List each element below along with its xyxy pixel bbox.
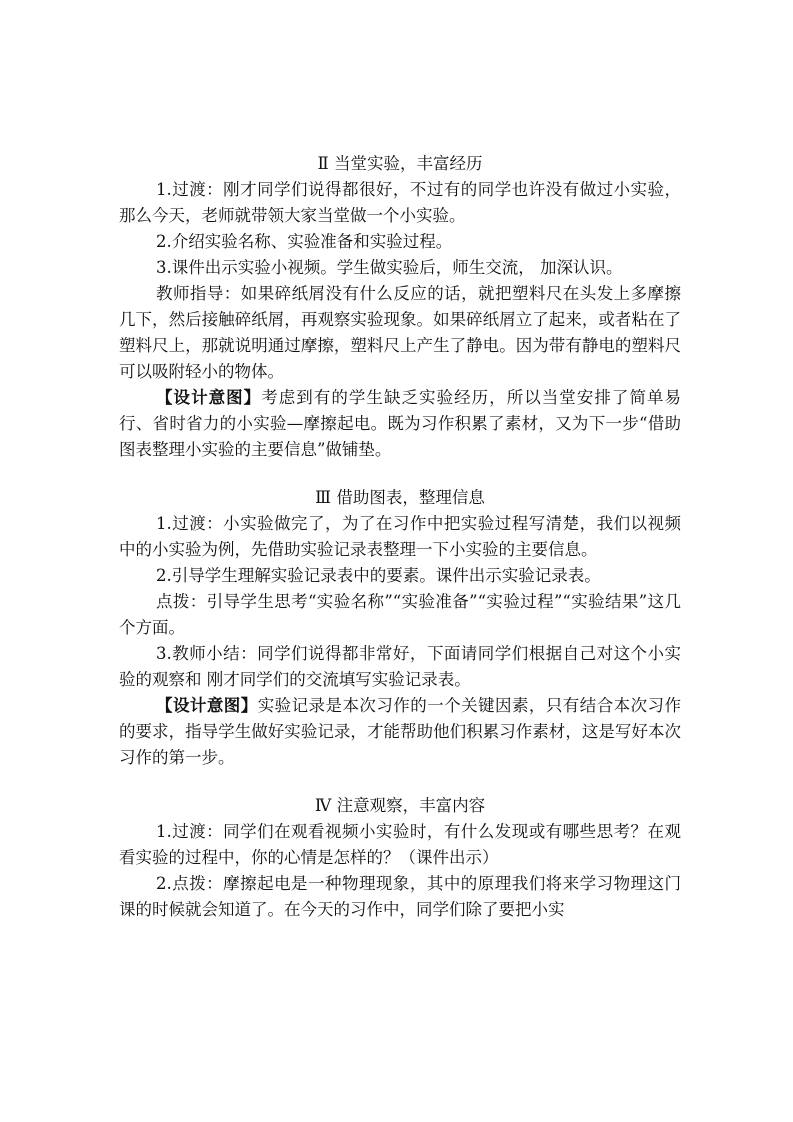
document-body [119, 151, 681, 923]
paragraph: 2.介绍实验名称、实验准备和实验过程。 [156, 232, 453, 251]
paragraph: 2.引导学生理解实验记录表中的要素。课件出示实验记录表。 [156, 566, 601, 585]
paragraph: 1.过渡：刚才同学们说得都很好，不过有的同学也许没有做过小实验，那么今天，老师就带领大家当堂做一个小实验。 [119, 180, 681, 225]
paragraph: 2.点拨：摩擦起电是一种物理现象，其中的原理我们将来学习物理这门课的时候就会知道了。在今天的习作中，同学们除了要把小实 [119, 874, 681, 919]
section-heading: Ⅳ 注意观察，丰富内容 [314, 796, 486, 815]
section-2 [119, 151, 681, 463]
section-heading: Ⅱ 当堂实验，丰富经历 [317, 154, 483, 173]
design-intent-paragraph [119, 385, 681, 463]
section-3 [119, 485, 681, 771]
design-intent-label: 【设计意图】 [156, 388, 262, 407]
paragraph: 1.过渡：小实验做完了，为了在习作中把实验过程写清楚，我们以视频中的小实验为例，先借助实验记录表整理一下小实验的主要信息。 [119, 514, 681, 559]
paragraph: 点拨：引导学生思考“实验名称”“实验准备”“实验过程”“实验结果”这几个方面。 [119, 592, 681, 637]
paragraph: 1.过渡：同学们在观看视频小实验时，有什么发现或有哪些思考？在观看实验的过程中，你的心情是怎样的？（课件出示） [119, 822, 681, 867]
design-intent-text: 考虑到有的学生缺乏实验经历，所以当堂安排了简单易行、省时省力的小实验—摩擦起电。既为习作积累了素材，又为下一步“借助图表整理小实验的主要信息”做铺垫。 [119, 388, 682, 459]
design-intent-text: 实验记录是本次习作的一个关键因素，只有结合本次习作的要求，指导学生做好实验记录，才能帮助他们积累习作素材，这是写好本次习作的第一步。 [119, 696, 682, 767]
section-4 [119, 793, 681, 923]
paragraph: 教师指导：如果碎纸屑没有什么反应的话，就把塑料尺在头发上多摩擦几下，然后接触碎纸屑，再观察实验现象。如果碎纸屑立了起来，或者粘在了塑料尺上，那就说明通过摩擦，塑料尺上产生了静电。因为带有静电的塑料尺可以吸附轻小的物体。 [119, 284, 681, 381]
design-intent-label: 【设计意图】 [156, 696, 258, 715]
section-heading: Ⅲ 借助图表，整理信息 [315, 488, 485, 507]
design-intent-paragraph [119, 693, 681, 771]
paragraph: 3.教师小结：同学们说得都非常好，下面请同学们根据自己对这个小实验的观察和 刚才同学们的交流填写实验记录表。 [119, 644, 681, 689]
paragraph: 3.课件出示实验小视频。学生做实验后，师生交流， 加深认识。 [156, 258, 623, 277]
